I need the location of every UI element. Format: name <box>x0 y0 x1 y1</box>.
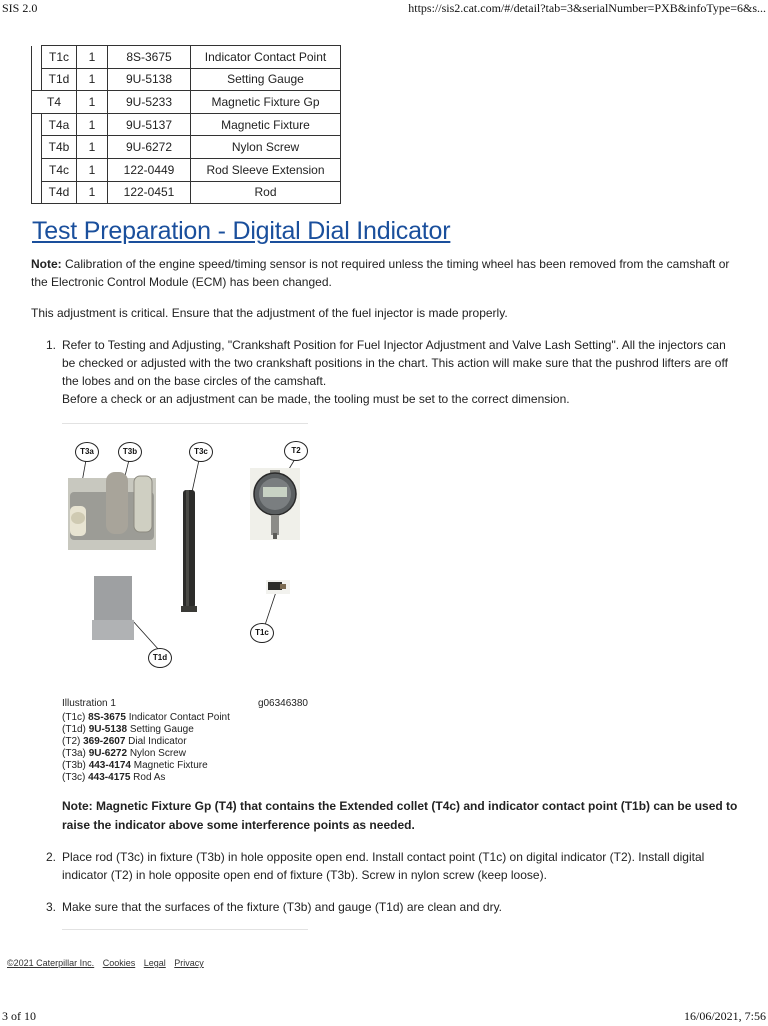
caption-line: (T1c) 8S-3675 Indicator Contact Point <box>62 712 230 723</box>
page-counter: 3 of 10 <box>2 1009 36 1023</box>
copyright-link[interactable]: ©2021 Caterpillar Inc. <box>7 958 95 968</box>
part-number: 9U-5137 <box>108 113 191 136</box>
part-number: 122-0449 <box>108 158 191 181</box>
caption-line: (T1d) 9U-5138 Setting Gauge <box>62 724 194 735</box>
critical-paragraph: This adjustment is critical. Ensure that the adjustment of the fuel injector is made properly. <box>31 306 508 320</box>
part-id: T4b <box>42 136 77 159</box>
part-id: T1d <box>42 68 77 91</box>
table-row <box>32 136 341 159</box>
part-qty: 1 <box>77 91 108 114</box>
table-row <box>32 113 341 136</box>
privacy-link[interactable]: Privacy <box>174 958 204 968</box>
print-timestamp: 16/06/2021, 7:56 <box>683 1009 766 1023</box>
table-row <box>32 68 341 91</box>
callout-t3a: T3a <box>75 442 99 462</box>
part-id: T4a <box>42 113 77 136</box>
callout-t3b: T3b <box>118 442 142 462</box>
step-number: 1. <box>46 338 57 352</box>
note-text: Calibration of the engine speed/timing sensor is not required unless the timing wheel has been removed from the camshaft or the Electronic Control Module (ECM) has been changed. <box>31 257 730 289</box>
print-header <box>0 0 768 18</box>
part-number: 8S-3675 <box>108 46 191 69</box>
caption-line: (T3c) 443-4175 Rod As <box>62 772 166 783</box>
tooling-photo <box>62 432 308 682</box>
step-number: 2. <box>46 850 57 864</box>
cookies-link[interactable]: Cookies <box>102 958 136 968</box>
part-qty: 1 <box>77 46 108 69</box>
part-description: Indicator Contact Point <box>191 46 341 69</box>
caption-line: (T3b) 443-4174 Magnetic Fixture <box>62 760 208 771</box>
part-number: 9U-6272 <box>108 136 191 159</box>
part-qty: 1 <box>77 113 108 136</box>
legal-link[interactable]: Legal <box>143 958 166 968</box>
parts-table <box>31 45 341 204</box>
table-row <box>32 181 341 204</box>
part-qty: 1 <box>77 158 108 181</box>
header-url: https://sis2.cat.com/#/detail?tab=3&serialNumber=PXB&infoType=6&s... <box>408 1 766 15</box>
caption-line: (T3a) 9U-6272 Nylon Screw <box>62 748 186 759</box>
divider <box>62 423 308 424</box>
part-description: Setting Gauge <box>191 68 341 91</box>
part-description: Nylon Screw <box>191 136 341 159</box>
caption-title: Illustration 1 <box>62 698 116 709</box>
callout-t2: T2 <box>284 441 308 461</box>
step-text: Refer to Testing and Adjusting, "Crankshaft Position for Fuel Injector Adjustment and Valve Lash Setting". All the injectors can be checked or adjusted with the two crankshaft positions in the chart. This action will make sure that the pushrod lifters are off the lobes and on the base circles of the camshaft. <box>62 338 728 388</box>
illustration-1-image <box>62 432 308 682</box>
footer-links <box>7 958 210 968</box>
callout-t1d: T1d <box>148 648 172 668</box>
table-row <box>32 158 341 181</box>
part-id: T4c <box>42 158 77 181</box>
part-qty: 1 <box>77 68 108 91</box>
part-description: Magnetic Fixture Gp <box>191 91 341 114</box>
part-qty: 1 <box>77 136 108 159</box>
note-label: Note: <box>31 257 62 271</box>
illustration-caption <box>62 698 308 784</box>
part-description: Rod <box>191 181 341 204</box>
part-description: Rod Sleeve Extension <box>191 158 341 181</box>
table-row <box>32 46 341 69</box>
part-number: 122-0451 <box>108 181 191 204</box>
divider <box>62 929 308 930</box>
header-title: SIS 2.0 <box>2 1 38 15</box>
print-footer <box>0 1008 768 1026</box>
calibration-note <box>31 255 741 291</box>
part-id: T1c <box>42 46 77 69</box>
callout-t3c: T3c <box>189 442 213 462</box>
step-number: 3. <box>46 900 57 914</box>
part-number: 9U-5233 <box>108 91 191 114</box>
section-title-link[interactable]: Test Preparation - Digital Dial Indicator <box>32 217 451 245</box>
callout-t1c: T1c <box>250 623 274 643</box>
part-number: 9U-5138 <box>108 68 191 91</box>
part-description: Magnetic Fixture <box>191 113 341 136</box>
fixture-note: Note: Magnetic Fixture Gp (T4) that contains the Extended collet (T4c) and indicator contact point (T1b) can be used to raise the indicator above some interference points as needed. <box>62 799 738 832</box>
step-text: Make sure that the surfaces of the fixture (T3b) and gauge (T1d) are clean and dry. <box>62 900 503 914</box>
part-id: T4 <box>32 91 77 114</box>
caption-line: (T2) 369-2607 Dial Indicator <box>62 736 187 747</box>
table-row <box>32 91 341 114</box>
caption-code: g06346380 <box>257 698 308 709</box>
step-extra-text: Before a check or an adjustment can be made, the tooling must be set to the correct dimension. <box>62 392 570 406</box>
part-id: T4d <box>42 181 77 204</box>
part-qty: 1 <box>77 181 108 204</box>
step-text: Place rod (T3c) in fixture (T3b) in hole opposite open end. Install contact point (T1c) on digital indicator (T2). Install digital indicator (T2) in hole opposite open end of fixture (T3b). Screw in nylon screw (keep loose). <box>62 850 705 882</box>
